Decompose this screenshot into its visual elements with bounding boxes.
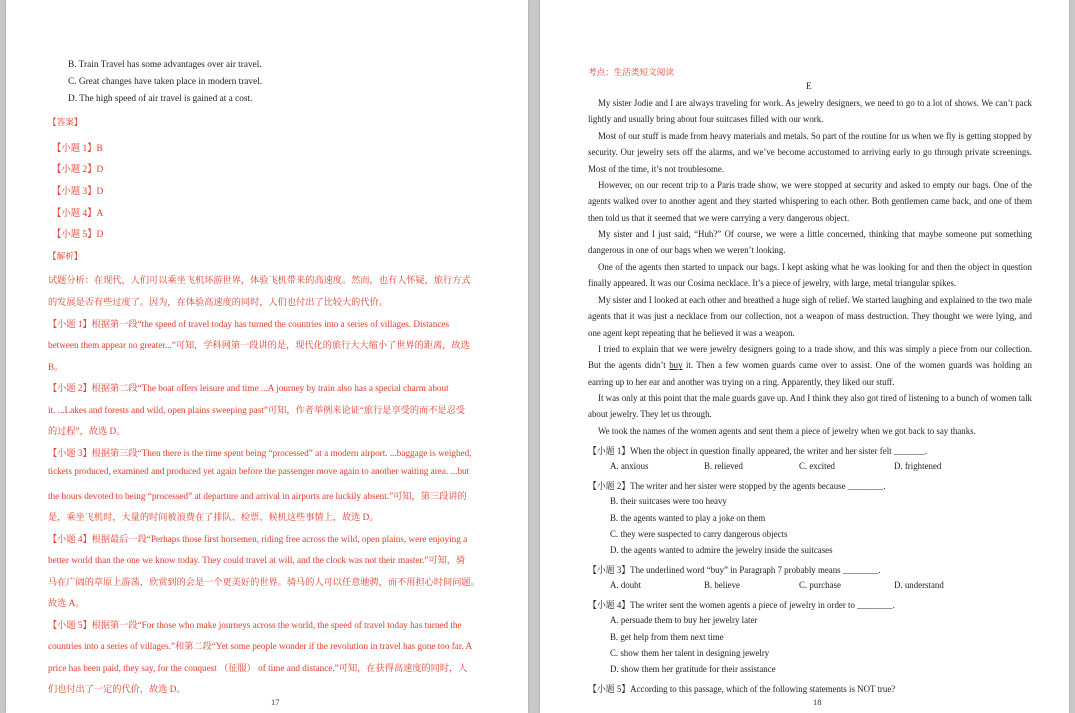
option-c: C. Great changes have taken place in modern travel. — [68, 77, 263, 87]
paragraph-2: Most of our stuff is made from heavy materials and metals. So part of the routine for us when we fly is getting stopped by security. Our jewelry sets off the alarms, and we’ve become accustomed to arriving early to go through private screenings. Most of the time, it’s not troublesome. — [588, 131, 1032, 174]
page-18 — [540, 0, 1069, 713]
answer-4: 【小题 4】A — [52, 209, 104, 219]
analysis-line: 【小题 1】根据第一段“the speed of travel today has turned the countries into a series of villages. Distances — [48, 319, 450, 329]
analysis-line: 马在广阔的草原上游荡，欣赏到的会是一个更美好的世界。骑马的人可以任意驰骋，而不用担心时间问题。 — [48, 577, 480, 587]
q2-option-2: B. the agents wanted to play a joke on them — [610, 513, 766, 523]
answer-header: 【答案】 — [48, 117, 83, 127]
q3-option-b: B. believe — [704, 580, 740, 590]
paragraph-5: One of the agents then started to unpack our bags. I kept asking what he was looking for and then the object in question finally appeared. It was our Cosima necklace. It’s a piece of jewelry, with large, metal triangular spikes. — [588, 262, 1032, 289]
q4-option-d: D. show them her gratitude for their assistance — [610, 664, 776, 674]
analysis-line: 试题分析：在现代，人们可以乘坐飞机环游世界，体验飞机带来的高速度。然而，也有人怀疑，旅行方式 — [48, 275, 471, 285]
paragraph-1: My sister Jodie and I are always traveling for work. As jewelry designers, we need to go to a lot of shows. We can’t pack lightly and usually bring about four suitcases filled with our work. — [588, 98, 1032, 125]
paragraph-7: I tried to explain that we were jewelry designers going to a trade show, and this was simply a piece from our collection. But the agents didn’t buy it. Then a few women guards came over to assist. One of the women guards was holding an earring up to her ear and another was trying on a ring. Apparently, they liked our stuff. — [588, 344, 1032, 387]
paragraph-4: My sister and I just said, “Huh?” Of course, we were a little concerned, thinking that maybe someone put something dangerous in one of our bags when we weren’t looking. — [588, 229, 1032, 256]
q1-option-d: D. frightened — [894, 461, 942, 471]
analysis-line: countries into a series of villages.”和第二段“Yet some people wonder if the revolution in travel has gone too far. A — [48, 641, 473, 651]
q4-option-b: B. get help from them next time — [610, 632, 724, 642]
analysis-line: 【小题 5】根据第一段“For those who make journeys across the world, the speed of travel today has turned the — [48, 620, 462, 630]
q4-option-c: C. show them her talent in designing jewelry — [610, 648, 770, 658]
option-d: D. The high speed of air travel is gained at a cost. — [68, 94, 253, 104]
analysis-line: the hours devoted to being “processed” at departure and arrival in airports are luckily absent.”可知，第三段讲的 — [48, 491, 467, 501]
q2-option-4: D. the agents wanted to admire the jewelry inside the suitcases — [610, 545, 833, 555]
analysis-line: 是，乘坐飞机时，大量的时间被浪费在了排队、检票、候机这些事情上，故选 D。 — [48, 512, 379, 522]
answer-3: 【小题 3】D — [52, 187, 104, 197]
analysis-line: tickets produced, examined and produced yet again before the passenger move again to another waiting area. ...but — [48, 466, 470, 476]
page-17 — [6, 0, 528, 713]
answer-1: 【小题 1】B — [52, 144, 103, 154]
answer-2: 【小题 2】D — [52, 165, 104, 175]
paragraph-9: We took the names of the women agents and sent them a piece of jewelry when we got back to say thanks. — [598, 426, 976, 436]
q3-option-c: C. purchase — [799, 580, 841, 590]
option-b: B. Train Travel has some advantages over air travel. — [68, 60, 262, 70]
q1-option-a: A. anxious — [610, 461, 649, 471]
q1-option-c: C. excited — [799, 461, 835, 471]
analysis-line: it. ...Lakes and forests and wild, open plains sweeping past”可知，作者举例来论证“旅行是享受的而不是忍受 — [48, 405, 465, 415]
q3-option-a: A. doubt — [610, 580, 642, 590]
q2-option-1: B. their suitcases were too heavy — [610, 496, 727, 506]
answer-5: 【小题 5】D — [52, 230, 104, 240]
q4-option-a: A. persuade them to buy her jewelry later — [610, 615, 758, 625]
analysis-line: 故选 A。 — [48, 598, 85, 608]
analysis-line: 们也付出了一定的代价，故选 D。 — [48, 684, 186, 694]
analysis-line: 的过程”，故选 D。 — [48, 426, 126, 436]
analysis-line: 【小题 3】根据第三段“Then there is the time spent being “processed” at a modern airport. ...baggage is weighed, — [48, 448, 472, 458]
question-4: 【小题 4】The writer sent the women agents a piece of jewelry in order to ________. — [588, 600, 895, 610]
topic-label: 考点：生活类短文阅读 — [588, 67, 674, 77]
analysis-header: 【解析】 — [48, 251, 83, 261]
analysis-line: better world than the one we know today. They could travel at will, and the clock was not their master.”可知，骑 — [48, 555, 466, 565]
paragraph-3: However, on our recent trip to a Paris trade show, we were stopped at security and asked to empty our bags. One of the agents walked over to another agent and they started whispering to each other. Both gentlemen came back, and one of them then told us that it seemed that we were carrying a very dangerous object. — [588, 180, 1032, 223]
q2-option-3: C. they were suspected to carry dangerous objects — [610, 529, 788, 539]
q1-option-b: B. relieved — [704, 461, 743, 471]
question-2: 【小题 2】The writer and her sister were stopped by the agents because ________. — [588, 481, 886, 491]
question-5: 【小题 5】According to this passage, which of the following statements is NOT true? — [588, 684, 896, 694]
page-number: 17 — [271, 697, 280, 707]
underlined-word-buy: buy — [669, 360, 683, 371]
question-1: 【小题 1】When the object in question finally appeared, the writer and her sister felt _______. — [588, 446, 928, 456]
analysis-line: 【小题 2】根据第二段“The boat offers leisure and time ...A journey by train also has a special charm about — [48, 383, 449, 393]
analysis-line: between them appear no greater...”可知，学科网第一段讲的是，现代化的旅行大大缩小了世界的距离，故选 — [48, 340, 470, 350]
analysis-line: B。 — [48, 362, 64, 372]
paragraph-6: My sister and I looked at each other and breathed a huge sigh of relief. We started laughing and explained to the two male agents that it was just a necklace from our collection, not a weapon of mass destruction. They thought we were lying, and one agent kept repeating that he believed it was a weapon. — [588, 295, 1032, 338]
section-letter: E — [806, 82, 812, 92]
page-number: 18 — [813, 697, 822, 707]
analysis-line: price has been paid, they say, for the conquest （征服） of time and distance.”可知，在获得高速度的同时，人 — [48, 663, 468, 673]
analysis-line: 的发展是否有些过度了。因为，在体验高速度的同时，人们也付出了比较大的代价。 — [48, 297, 388, 307]
question-3: 【小题 3】The underlined word “buy” in Paragraph 7 probably means ________. — [588, 565, 881, 575]
analysis-line: 【小题 4】根据最后一段“Perhaps those first horsemen, riding free across the wild, open plains, were enjoying a — [48, 534, 468, 544]
q3-option-d: D. understand — [894, 580, 944, 590]
paragraph-8: It was only at this point that the male guards gave up. And I think they also got tired of listening to a bunch of women talk about jewelry. They let us through. — [588, 393, 1032, 420]
